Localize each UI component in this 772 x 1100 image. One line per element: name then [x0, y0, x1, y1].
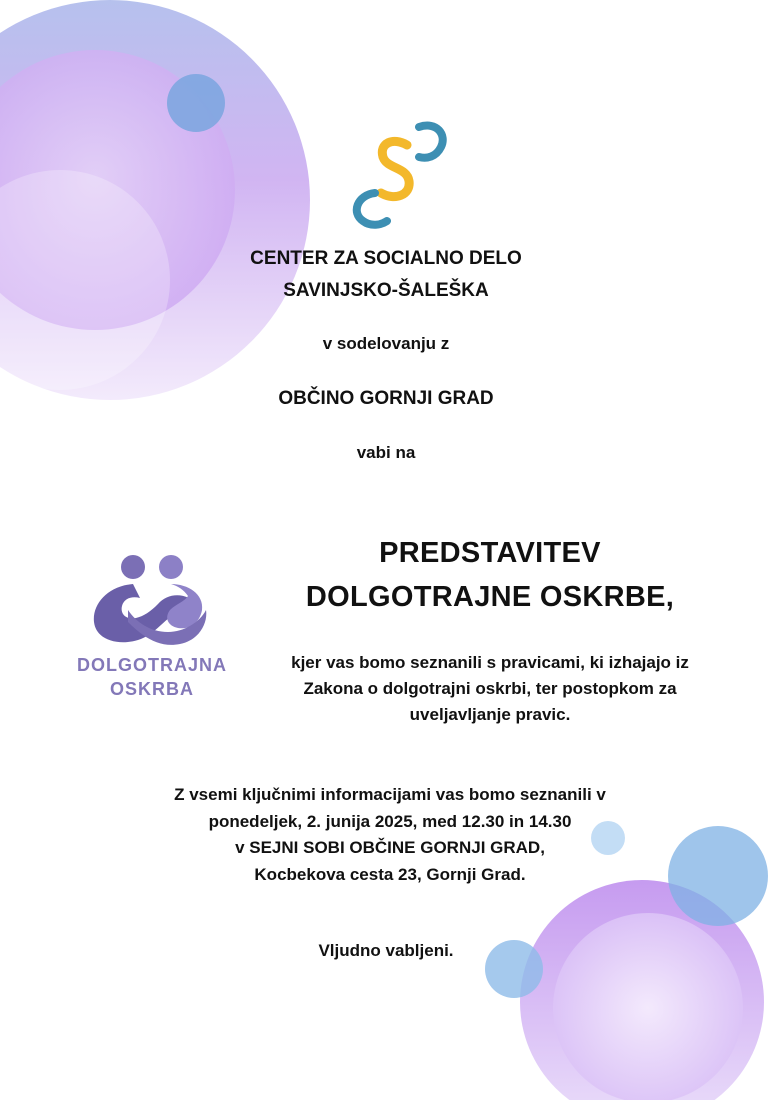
closing-text: Vljudno vabljeni.: [318, 941, 454, 960]
org-name-line2: SAVINJSKO-ŠALEŠKA: [283, 280, 489, 301]
event-title-line1: PREDSTAVITEV: [379, 537, 601, 569]
event-title-line2: DOLGOTRAJNE OSKRBE,: [305, 581, 675, 613]
dolgo-logo-line2: OSKRBA: [109, 679, 194, 699]
dolgo-logo-line1: DOLGOTRAJNA: [77, 655, 227, 675]
event-description: [270, 650, 710, 728]
bg-circle-top-left-blue: [167, 74, 225, 132]
csd-logo-icon: [349, 117, 449, 233]
description-line: uveljavljanje pravic.: [409, 705, 571, 724]
cooperation-text: v sodelovanju z: [322, 334, 450, 353]
event-details: [120, 782, 660, 888]
description-line: kjer vas bomo seznanili s pravicami, ki izhajajo iz: [291, 653, 689, 672]
two-people-embrace-icon: [88, 552, 216, 648]
bg-circle-bottom-right-blue: [668, 826, 768, 926]
details-line: Z vsemi ključnimi informacijami vas bomo seznanili v: [174, 785, 606, 804]
invites-text: vabi na: [356, 443, 416, 462]
org-name-line1: CENTER ZA SOCIALNO DELO: [250, 248, 522, 269]
partner-name: OBČINO GORNJI GRAD: [278, 388, 494, 409]
description-line: Zakona o dolgotrajni oskrbi, ter postopkom za: [303, 679, 677, 698]
details-line: v SEJNI SOBI OBČINE GORNJI GRAD,: [235, 838, 545, 857]
details-line: ponedeljek, 2. junija 2025, med 12.30 in 14.30: [208, 811, 572, 831]
details-line: Kocbekova cesta 23, Gornji Grad.: [254, 864, 526, 884]
